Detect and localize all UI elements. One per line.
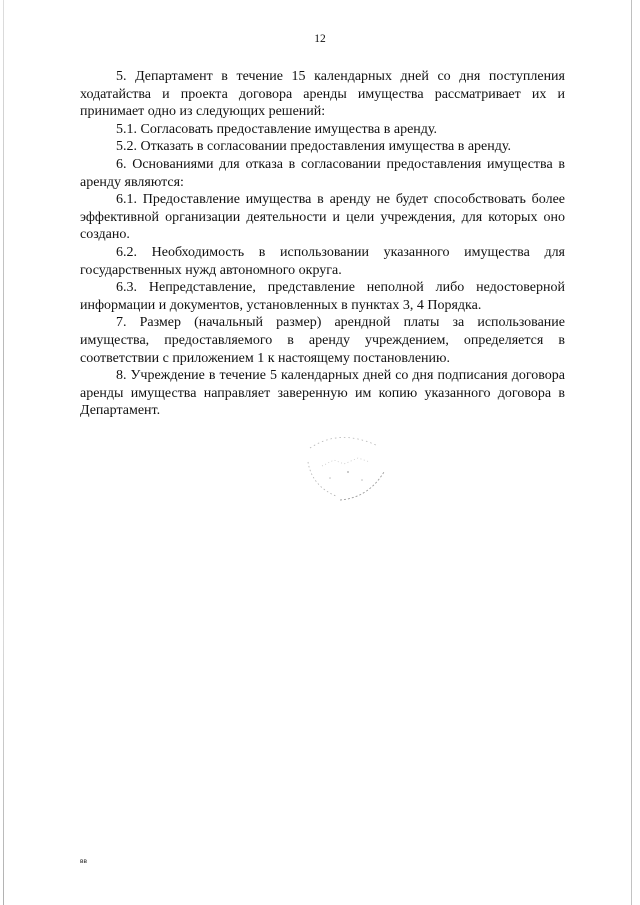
paragraph-6-3: 6.3. Непредставление, представление неполной либо недостоверной информации и документов, установленных в пунктах 3, 4 Порядка. <box>80 280 565 313</box>
paragraph-5-2: 5.2. Отказать в согласовании предоставления имущества в аренду. <box>116 139 511 155</box>
paragraph-6: 6. Основаниями для отказа в согласовании предоставления имущества в аренду являются: <box>80 156 565 190</box>
paragraph-6-1: 6.1. Предоставление имущества в аренду не будет способствовать более эффективной организации деятельности и цели учреждения, для которых оно создано. <box>80 192 565 243</box>
paragraph-6-2: 6.2. Необходимость в использовании указанного имущества для государственных нужд автономного округа. <box>80 244 565 278</box>
paragraph-5: 5. Департамент в течение 15 календарных дней со дня поступления ходатайства и проекта договора аренды имущества рассматривает их и принимает одно из следующих решений: <box>80 69 565 120</box>
page-right-edge <box>631 0 632 905</box>
page-left-edge <box>3 0 4 905</box>
paragraph-8: 8. Учреждение в течение 5 календарных дней со дня подписания договора аренды имущества направляет заверенную им копию указанного договора в Департамент. <box>80 368 565 419</box>
paragraph-7: 7. Размер (начальный размер) арендной платы за использование имущества, предоставляемого в аренду учреждением, определяется в соответствии с приложением 1 к настоящему постановлению. <box>80 315 565 366</box>
document-body <box>80 68 565 420</box>
paragraph-5-1: 5.1. Согласовать предоставление имущества в аренду. <box>116 121 438 137</box>
faint-seal-stamp <box>300 420 392 506</box>
page-number: 12 <box>314 33 326 45</box>
footer-mark: вв <box>80 858 87 865</box>
